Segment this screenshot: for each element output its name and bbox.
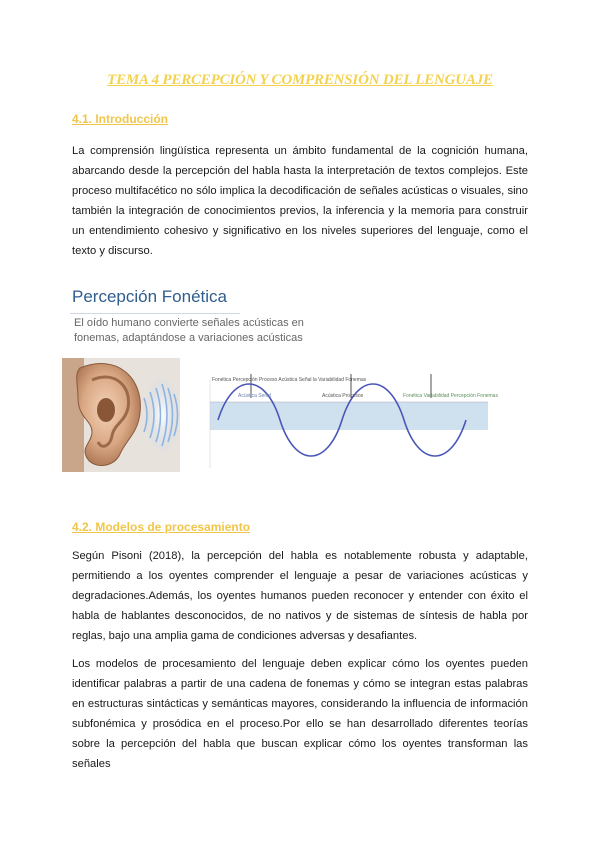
figure-subtitle: El oído humano convierte señales acústicas en fonemas, adaptándose a variaciones acústicas [74, 317, 304, 344]
wave-label-2: Acústica Procesos [322, 393, 364, 399]
section-heading-introduccion: 4.1. Introducción [72, 112, 169, 126]
section-heading-modelos: 4.2. Modelos de procesamiento [72, 520, 251, 534]
modelos-paragraph-1: Según Pisoni (2018), la percepción del habla es notablemente robusta y adaptable, permitiendo a los oyentes comprender el lenguaje a pesar de variaciones acústicas y degradaciones.Además, los oyentes humanos pueden reconocer y entender con éxito el habla de hablantes desconocidos, de no nativos y de sistemas de síntesis de habla por reglas, bajo una amplia gama de condiciones adversas y desafiantes. [72, 550, 528, 642]
figure-title: Percepción Fonética [72, 287, 227, 306]
wave-label-3: Fonética Variabilidad Percepción Fonemas [403, 393, 498, 399]
figure-divider [70, 313, 240, 314]
sine-wave-diagram [200, 372, 500, 472]
wave-header: Fonética Percepción Proceso Acústica Señal la Variabilidad Fonemas [212, 377, 367, 383]
modelos-paragraph-2: Los modelos de procesamiento del lenguaje deben explicar cómo los oyentes pueden identificar palabras a partir de una cadena de fonemas y cómo se integran estas palabras en estructuras sintácticas y semánticas mayores, considerando la influencia de información subfonémica y prosódica en el proceso.Por ello se han desarrollado diferentes teorías sobre la percepción del habla que buscan explicar cómo los oyentes transforman las señales [72, 658, 528, 770]
wave-band [210, 402, 488, 430]
ear-illustration [62, 358, 180, 472]
wave-label-1: Acústica Señal [238, 393, 272, 399]
document-title: TEMA 4 PERCEPCIÓN Y COMPRENSIÓN DEL LENGUAJE [107, 72, 493, 88]
intro-paragraph: La comprensión lingüística representa un ámbito fundamental de la cognición humana, abarcando desde la percepción del habla hasta la interpretación de textos complejos. Este proceso multifacético no sólo implica la decodificación de señales acústicas o visuales, sino también la integración de conocimientos previos, la inferencia y la memoria para construir un entendimiento cohesivo y significativo en los niveles superiores del lenguaje, como el texto y discurso. [72, 145, 528, 257]
phonetic-perception-figure [60, 280, 517, 474]
